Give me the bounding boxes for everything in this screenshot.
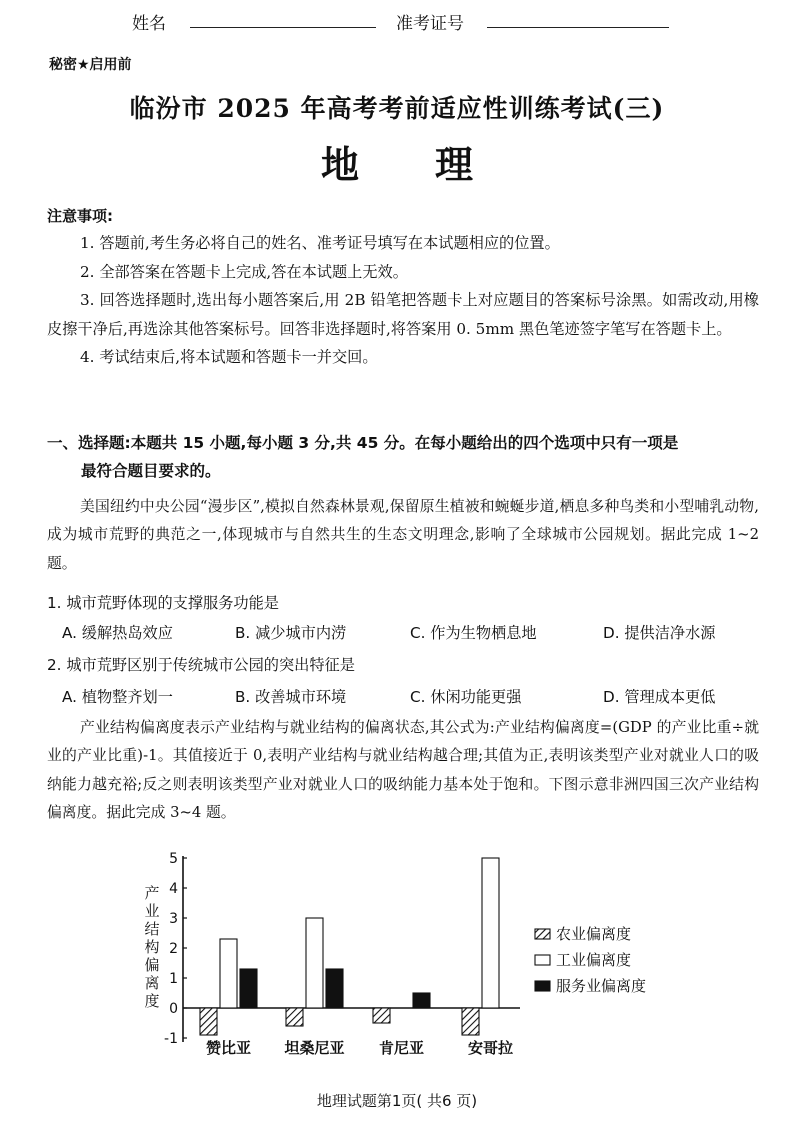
- bar-black: [240, 969, 257, 1008]
- notice-title: 注意事项:: [47, 207, 113, 225]
- bar-hatch: [373, 1008, 390, 1023]
- legend-label: 工业偏离度: [556, 951, 632, 969]
- exam-title: 临汾市 2025 年高考考前适应性训练考试(三): [129, 94, 665, 123]
- section-title-line1: 一、选择题:本题共 15 小题,每小题 3 分,共 45 分。在每小题给出的四个选项中只有一项是: [47, 434, 679, 452]
- notice-list: [47, 229, 759, 372]
- q1-option-d[interactable]: D. 提供洁净水源: [603, 624, 716, 642]
- q2-option-d[interactable]: D. 管理成本更低: [603, 688, 716, 706]
- name-input-line[interactable]: [190, 27, 376, 28]
- y-axis-label-char: 离: [144, 974, 160, 992]
- exam-number-input-line[interactable]: [487, 27, 669, 28]
- bar-hatch: [462, 1008, 479, 1035]
- legend-label: 农业偏离度: [556, 925, 632, 943]
- page-footer: 地理试题第1页( 共6 页): [316, 1092, 478, 1110]
- y-tick-label: 2: [169, 941, 178, 957]
- legend-label: 服务业偏离度: [556, 977, 647, 995]
- bar-hatch: [200, 1008, 217, 1035]
- y-tick-label: 1: [169, 971, 178, 987]
- y-tick-label: 4: [169, 881, 178, 897]
- section-title-line2: 最符合题目要求的。: [81, 462, 221, 480]
- y-axis-label-char: 构: [144, 938, 160, 956]
- y-tick-label: 0: [169, 1001, 178, 1017]
- bar-white: [482, 858, 499, 1008]
- notice-item-2: 2. 全部答案在答题卡上完成,答在本试题上无效。: [80, 262, 408, 281]
- deviation-bar-chart: [130, 842, 690, 1067]
- notice-item-4: 4. 考试结束后,将本试题和答题卡一并交回。: [80, 348, 378, 366]
- y-axis-label-char: 产: [144, 884, 160, 902]
- y-axis-label-char: 业: [144, 902, 160, 920]
- subject-char-2: 理: [435, 143, 474, 187]
- q2-option-c[interactable]: C. 休闲功能更强: [410, 688, 522, 706]
- legend-swatch-white: [535, 955, 550, 965]
- q1-option-b[interactable]: B. 减少城市内涝: [235, 624, 347, 642]
- section-title: [47, 429, 767, 485]
- x-category-label: 赞比亚: [205, 1039, 252, 1057]
- x-category-label: 肯尼亚: [378, 1039, 425, 1057]
- x-category-label: 安哥拉: [467, 1039, 514, 1057]
- material-1: 美国纽约中央公园“漫步区”,模拟自然森林景观,保留原生植被和蜿蜒步道,栖息多种鸟类和小型哺乳动物,成为城市荒野的典范之一,体现城市与自然共生的生态文明理念,影响了全球城市公园规划。据此完成 1~2 题。: [47, 498, 759, 572]
- q1-option-a[interactable]: A. 缓解热岛效应: [62, 624, 173, 642]
- y-axis-label-char: 偏: [144, 956, 160, 974]
- y-tick-label: 3: [169, 911, 178, 927]
- q1-option-c[interactable]: C. 作为生物栖息地: [410, 624, 537, 642]
- q2-option-b[interactable]: B. 改善城市环境: [235, 688, 347, 706]
- bar-black: [413, 993, 430, 1008]
- material-2: 产业结构偏离度表示产业结构与就业结构的偏离状态,其公式为:产业结构偏离度=(GDP 的产业比重÷就业的产业比重)-1。其值接近于 0,表明产业结构与就业结构越合理;其值为正,表明该类型产业对就业人口的吸纳能力越充裕;反之则表明该类型产业对就业人口的吸纳能力基本处于饱和。下图示意非洲四国三次产业结构偏离度。据此完成 3~4 题。: [47, 719, 759, 821]
- bar-white: [220, 939, 237, 1008]
- bar-white: [306, 918, 323, 1008]
- name-label: 姓名: [132, 14, 166, 34]
- legend-swatch-black: [535, 981, 550, 991]
- y-axis-label-char: 结: [144, 920, 160, 938]
- subject-char-1: 地: [320, 143, 359, 187]
- x-category-label: 坦桑尼亚: [284, 1039, 345, 1057]
- subject-title: [0, 134, 794, 189]
- y-axis-label-char: 度: [144, 992, 160, 1010]
- legend-swatch-hatch: [535, 929, 550, 939]
- bar-hatch: [286, 1008, 303, 1026]
- y-tick-label: -1: [164, 1031, 178, 1047]
- notice-item-3: 3. 回答选择题时,选出每小题答案后,用 2B 铅笔把答题卡上对应题目的答案标号涂黑。如需改动,用橡皮擦干净后,再选涂其他答案标号。回答非选择题时,将答案用 0. 5mm 黑色笔迹签字笔写在答题卡上。: [47, 291, 759, 338]
- notice-item-1: 1. 答题前,考生务必将自己的姓名、准考证号填写在本试题相应的位置。: [80, 234, 560, 252]
- bar-black: [326, 969, 343, 1008]
- exam-number-label: 准考证号: [396, 14, 464, 34]
- q2-option-a[interactable]: A. 植物整齐划一: [62, 688, 173, 706]
- secret-mark: 秘密★启用前: [49, 57, 132, 73]
- question-2-stem: 2. 城市荒野区别于传统城市公园的突出特征是: [47, 656, 355, 674]
- y-tick-label: 5: [169, 851, 178, 867]
- question-1-stem: 1. 城市荒野体现的支撑服务功能是: [47, 594, 279, 612]
